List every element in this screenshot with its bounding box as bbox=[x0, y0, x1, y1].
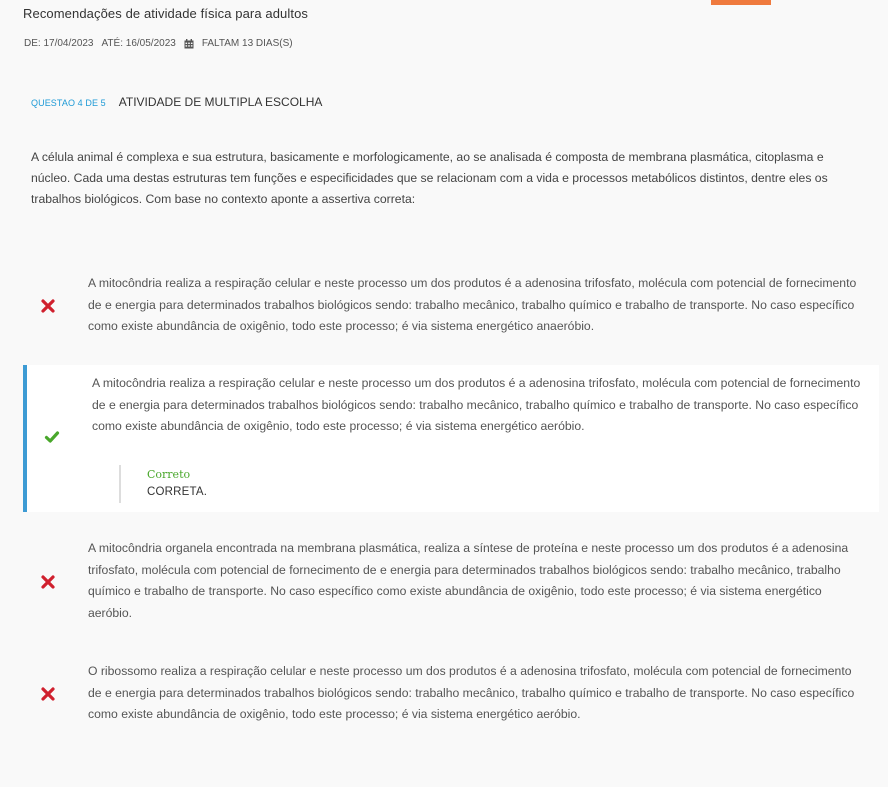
calendar-icon bbox=[184, 39, 194, 49]
check-icon bbox=[44, 429, 60, 445]
answer-option-text: A mitocôndria organela encontrada na membrana plasmática, realiza a síntese de proteína e neste processo um dos produtos é a adenosina trifosfato, molécula com potencial de fornecimento de e energia para determinados trabalhos biológicos sendo: trabalho mecânico, trabalho químico e trabalho de transporte. No caso específico como existe abundância de oxigênio, todo este processo; é via sistema energético aeróbio. bbox=[88, 541, 849, 621]
end-date: ATÉ: 16/05/2023 bbox=[101, 38, 176, 49]
date-range bbox=[24, 38, 293, 49]
question-number: QUESTAO 4 DE 5 bbox=[31, 98, 106, 108]
answer-option-text: A mitocôndria realiza a respiração celular e neste processo um dos produtos é a adenosina trifosfato, molécula com potencial de fornecimento de e energia para determinados trabalhos biológicos sendo: trabalho mecânico, trabalho químico e trabalho de transporte. No caso específico como existe abundância de oxigênio, todo este processo; é via sistema energético anaeróbio. bbox=[88, 276, 857, 334]
answer-option-text: A mitocôndria realiza a respiração celular e neste processo um dos produtos é a adenosina trifosfato, molécula com potencial de fornecimento de e energia para determinados trabalhos biológicos sendo: trabalho mecânico, trabalho químico e trabalho de transporte. No caso específico como existe abundância de oxigênio, todo este processo; é via sistema energético aeróbio. bbox=[92, 376, 861, 434]
answer-option-2[interactable] bbox=[23, 365, 879, 512]
answer-option-3[interactable] bbox=[23, 538, 879, 628]
start-date: DE: 17/04/2023 bbox=[24, 38, 94, 49]
feedback-text: CORRETA. bbox=[147, 486, 208, 498]
course-title: Recomendações de atividade física para adultos bbox=[23, 6, 308, 21]
answer-option-1[interactable] bbox=[23, 273, 879, 339]
answer-feedback bbox=[119, 465, 207, 503]
x-icon bbox=[40, 686, 56, 702]
answer-option-text: O ribossomo realiza a respiração celular e neste processo um dos produtos é a adenosina trifosfato, molécula com potencial de fornecimento de e energia para determinados trabalhos biológicos sendo: trabalho mecânico, trabalho químico e trabalho de transporte. No caso específico como existe abundância de oxigênio, todo este processo; é via sistema energético aeróbio. bbox=[88, 664, 855, 722]
orange-tab-indicator[interactable] bbox=[711, 0, 771, 5]
question-statement: A célula animal é complexa e sua estrutura, basicamente e morfologicamente, ao se analisada é composta de membrana plasmática, citoplasma e núcleo. Cada uma destas estruturas tem funções e especificidades que se relacionam com a vida e processos metabólicos distintos, dentre eles os trabalhos biológicos. Com base no contexto aponte a assertiva correta: bbox=[31, 150, 828, 206]
days-remaining: FALTAM 13 DIAS(S) bbox=[201, 38, 293, 49]
x-icon bbox=[40, 298, 56, 314]
question-header bbox=[31, 95, 322, 109]
x-icon bbox=[40, 574, 56, 590]
answer-option-4[interactable] bbox=[23, 661, 879, 727]
question-type: ATIVIDADE DE MULTIPLA ESCOLHA bbox=[118, 95, 323, 109]
feedback-title: Correto bbox=[147, 468, 191, 481]
